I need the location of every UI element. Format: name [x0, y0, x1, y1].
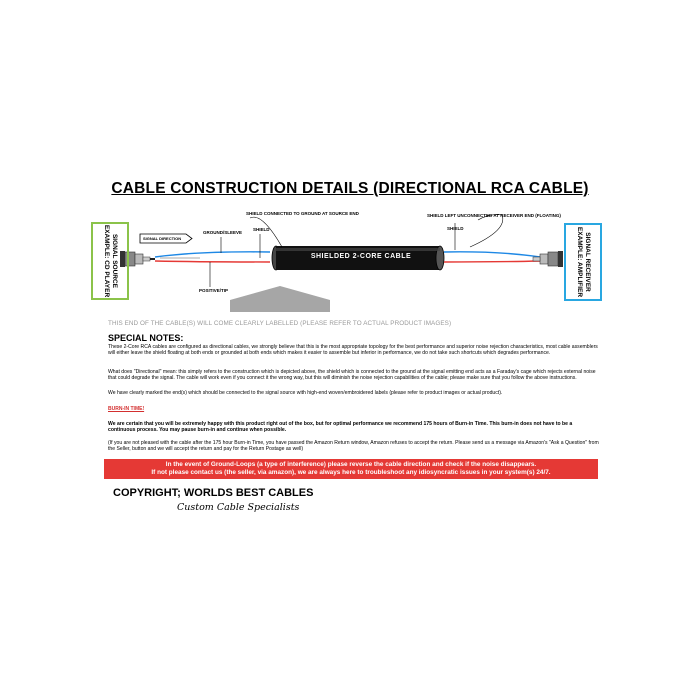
rca-plug-right	[533, 251, 563, 267]
banner-line-1: In the event of Ground-Loops (a type of interference) please reverse the cable direction and check if the noise disappears.	[165, 460, 537, 468]
burn-in-paragraph: We are certain that you will be extremely happy with this product right out of the box, but for optimal performance we recommend 175 hours of Burn-in Time. This burn-in does not have to be a continuous process. You may pause burn-in and continue when possible.	[108, 421, 573, 434]
banner-line-2: If not please contact us (the seller, via amazon), we are always here to troubleshoot any idiosyncratic issues in your system(s) 24/7.	[151, 469, 551, 476]
shield-unconnected-label: SHIELD LEFT UNCONNECTED AT RECEIVER END (FLOATING)	[427, 213, 561, 218]
signal-source-label	[102, 225, 118, 297]
return-policy-paragraph: (If you are not pleased with the cable after the 175 hour Burn-in Time, you have passed the Amazon Return window, Amazon refuses to accept the return. Please send us a message via Amazon's "Ask a Question" from the Seller, button and we will accept the return and pay for the Return Postage as well)	[108, 440, 599, 453]
signal-source-example: EXAMPLE: CD PLAYER	[103, 224, 110, 298]
burn-in-heading: BURN-IN TIME!	[108, 406, 145, 412]
ground-sleeve-label: GROUND/SLEEVE	[203, 230, 243, 235]
wires-left	[155, 252, 270, 262]
cable-label: SHIELDED 2-CORE CABLE	[310, 253, 412, 260]
signal-receiver-label	[575, 227, 591, 297]
positive-tip-label: POSITIVE/TIP	[199, 288, 229, 293]
shield-left-label: SHIELD	[253, 227, 270, 232]
signal-source-text: SIGNAL SOURCE	[111, 233, 118, 289]
wires-right	[444, 252, 540, 262]
special-notes-heading: SPECIAL NOTES:	[108, 333, 184, 343]
signal-direction-label: SIGNAL DIRECTION	[143, 236, 182, 241]
signal-receiver-box	[564, 223, 602, 301]
shield-right-label: SHIELD	[447, 226, 464, 231]
ground-loop-banner	[104, 459, 598, 479]
note-paragraph-1: These 2-Core RCA cables are configured as directional cables, we strongly believe that this is the most appropriate topology for the best performance and superior noise rejection characteristics, most cable assemblers will either leave the shield floating at both ends or grounded at both ends which makes it easier to assemble but inferior in performance, we do not take such shortcuts which degrades performance.	[108, 344, 598, 357]
note-paragraph-3: We have clearly marked the end(s) which should be connected to the signal source with high-end woven/embroidered labels (please refer to product images or actual product).	[108, 390, 503, 396]
signal-receiver-example: EXAMPLE: AMPLIFIER	[576, 226, 583, 298]
tagline-text: Custom Cable Specialists	[177, 502, 300, 513]
labelled-end-arrow	[230, 286, 330, 312]
labelled-end-note: THIS END OF THE CABLE(S) WILL COME CLEARLY LABELLED (PLEASE REFER TO ACTUAL PRODUCT IMAGES)	[108, 320, 452, 327]
note-paragraph-2: What does "Directional" mean: this simply refers to the construction which is depicted above, the shield which is connected to the ground at the signal emitting end acts as a Faraday's cage which rejects external noise that could degrade the signal. The cable will work even if you connect it the wrong way, but this will diminish the noise rejection capabilities of the cable; please make sure that you follow the above instructions.	[108, 369, 596, 382]
copyright-text: COPYRIGHT; WORLDS BEST CABLES	[113, 487, 314, 499]
shield-connected-label: SHIELD CONNECTED TO GROUND AT SOURCE END	[246, 211, 359, 216]
signal-source-box	[91, 222, 129, 300]
signal-receiver-text: SIGNAL RECEIVER	[584, 232, 591, 292]
diagram-title: CABLE CONSTRUCTION DETAILS (DIRECTIONAL RCA CABLE)	[111, 180, 589, 197]
